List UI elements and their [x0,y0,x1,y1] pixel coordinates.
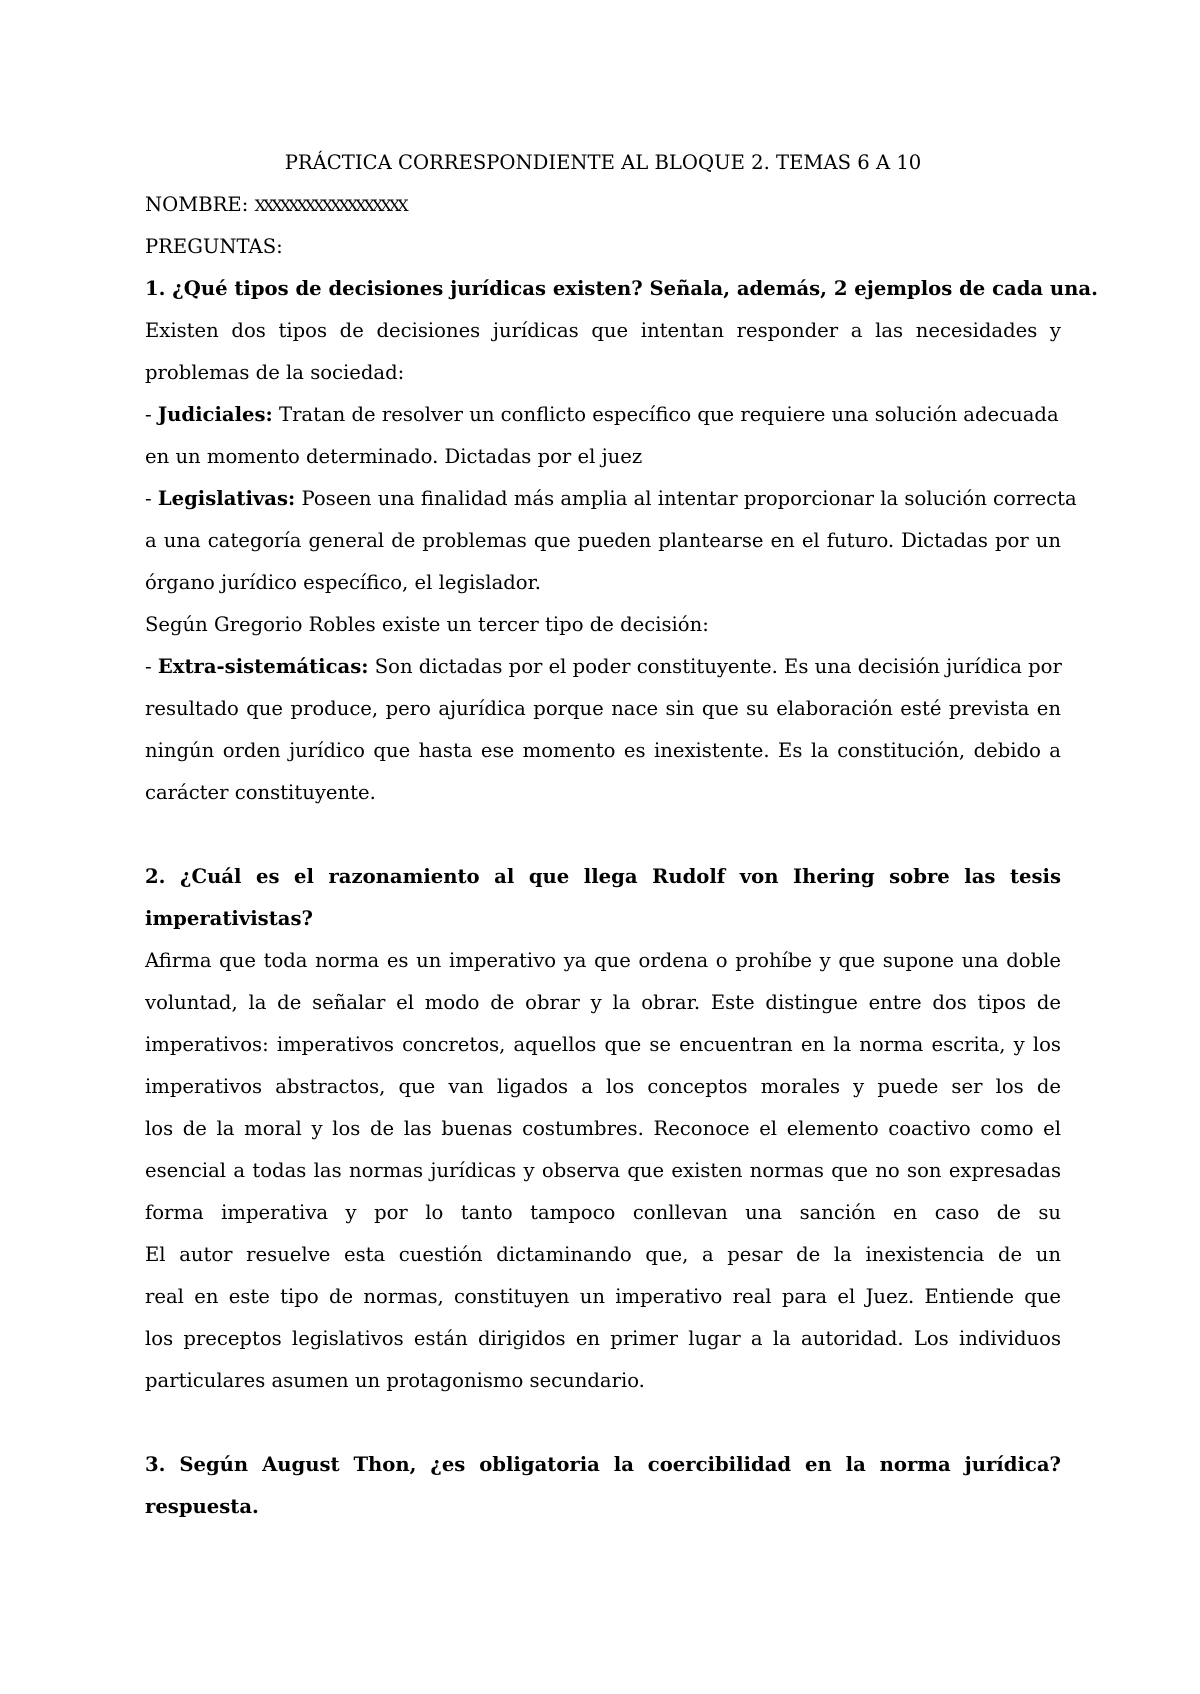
q1-legislativas-line-2: a una categoría general de problemas que pueden plantearse en el futuro. Dictadas por un [145,529,1061,552]
q1-intro-line-1: Existen dos tipos de decisiones jurídicas que intentan responder a las necesidades y [145,319,1061,342]
q2-answer-line: imperativos abstractos, que van ligados a los conceptos morales y puede ser los de [145,1075,1061,1098]
question-3-line-1: 3. Según August Thon, ¿es obligatoria la coercibilidad en la norma jurídica? [145,1453,1061,1476]
q2-answer-line: los de la moral y los de las buenas costumbres. Reconoce el elemento coactivo como el [145,1117,1061,1140]
q2-answer-line: esencial a todas las normas jurídicas y observa que existen normas que no son expresadas [145,1159,1061,1182]
q2-answer-line: imperativos: imperativos concretos, aquellos que se encuentran en la norma escrita, y los [145,1033,1061,1056]
q2-answer-line: Afirma que toda norma es un imperativo ya que ordena o prohíbe y que supone una doble [145,949,1061,972]
q2-answer-line: El autor resuelve esta cuestión dictaminando que, a pesar de la inexistencia de un [145,1243,1061,1266]
judiciales-term: Judiciales: [157,403,273,426]
bullet-dash: - [145,655,158,678]
q1-robles-line: Según Gregorio Robles existe un tercer tipo de decisión: [145,613,709,636]
q1-intro-line-2: problemas de la sociedad: [145,361,405,384]
document-content [145,142,1098,1528]
name-label: NOMBRE: [145,193,249,216]
extra-sistematicas-term: Extra-sistemáticas: [157,655,369,678]
q2-answer-line: forma imperativa y por lo tanto tampoco conllevan una sanción en caso de su [145,1201,1061,1224]
q1-extra-line-2: resultado que produce, pero ajurídica porque nace sin que su elaboración esté prevista en [145,697,1061,720]
q2-answer-line: voluntad, la de señalar el modo de obrar y la obrar. Este distingue entre dos tipos de [145,991,1061,1014]
q2-answer-line: particulares asumen un protagonismo secundario. [145,1369,645,1392]
q1-extra-line-4: carácter constituyente. [145,781,376,804]
legislativas-term: Legislativas: [157,487,296,510]
q1-legislativas-line-3: órgano jurídico específico, el legislador. [145,571,542,594]
name-value-redacted: XXXXXXXXXXXXXXXXXX [254,196,406,215]
question-2-line-1: 2. ¿Cuál es el razonamiento al que llega Rudolf von Ihering sobre las tesis [145,865,1061,888]
paragraph-gap [145,814,1061,856]
judiciales-text: Tratan de resolver un conflicto específico que requiere una solución adecuada [272,403,1059,426]
bullet-dash: - [145,487,158,510]
q2-answer-line: real en este tipo de normas, constituyen un imperativo real para el Juez. Entiende que [145,1285,1061,1308]
question-2-line-2: imperativistas? [145,907,313,930]
q1-judiciales-line-2: en un momento determinado. Dictadas por el juez [145,445,643,468]
q1-extra-line-1 [145,646,1061,688]
paragraph-gap [145,1402,1061,1444]
bullet-dash: - [145,403,158,426]
questions-label: PREGUNTAS: [145,235,283,258]
extra-text: Son dictadas por el poder constituyente. Es una decisión jurídica por [368,655,1062,678]
q1-legislativas-line-1 [145,478,1077,520]
legislativas-text: Poseen una finalidad más amplia al intentar proporcionar la solución correcta [295,487,1077,510]
q2-answer-line: los preceptos legislativos están dirigidos en primer lugar a la autoridad. Los individuos [145,1327,1061,1350]
name-line [145,184,1061,226]
question-3-line-2: respuesta. [145,1495,259,1518]
document-title: PRÁCTICA CORRESPONDIENTE AL BLOQUE 2. TEMAS 6 A 10 [284,151,922,174]
q1-extra-line-3: ningún orden jurídico que hasta ese momento es inexistente. Es la constitución, debido a [145,739,1061,762]
question-1: 1. ¿Qué tipos de decisiones jurídicas existen? Señala, además, 2 ejemplos de cada una. [145,277,1098,300]
q1-judiciales-line-1 [145,394,1061,436]
